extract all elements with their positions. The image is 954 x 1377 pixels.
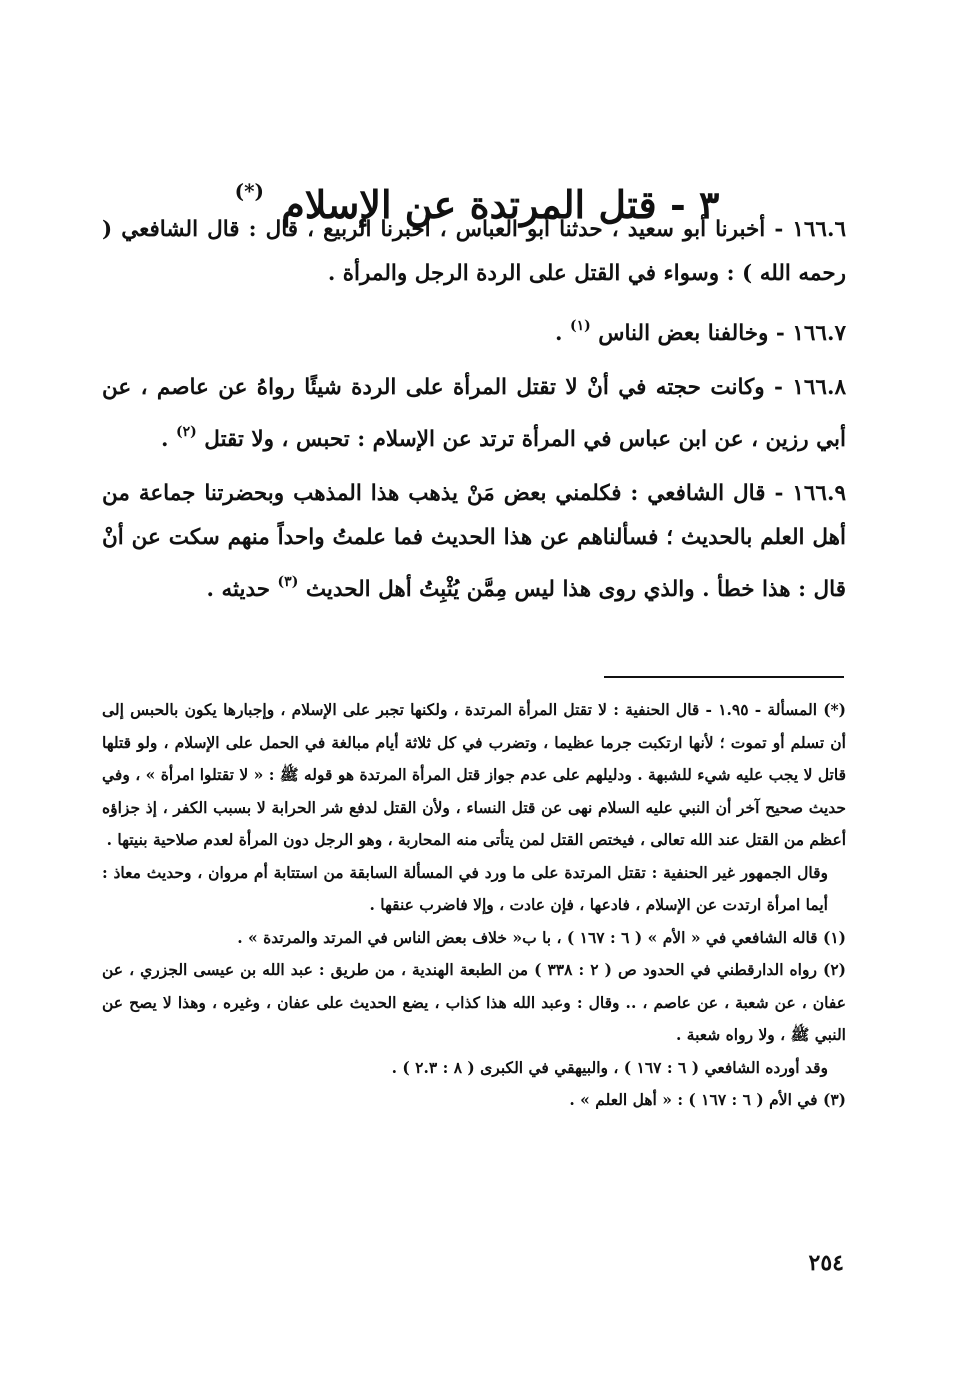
footnote-ref-2: (٢) <box>176 424 197 440</box>
paragraph-1669-text: ١٦٦.٩ - قال الشافعي : فكلمني بعض مَنْ يذهب هذا المذهب وبحضرتنا جماعة من أهل العلم بالحديث ؛ فسألناهم عن هذا الحديث فما علمتُ واحداً منهم سكت عن أنْ قال : هذا خطأ . والذي روى هذا ليس مِمَّن يُثْبِتُ أهل الحديث <box>102 481 846 602</box>
footnote-ref-3: (٣) <box>277 574 299 590</box>
paragraph-1669-end: حديثه . <box>206 577 271 602</box>
footnote-separator <box>604 676 844 678</box>
paragraph-1668-text: ١٦٦.٨ - وكانت حجته في أنْ لا تقتل المرأة على الردة شيئًا رواهُ عن عاصم ، عن أبي رزين ، عن ابن عباس في المرأة ترتد عن الإسلام : تحبس ، ولا تقتل <box>102 375 846 452</box>
paragraph-1667-text: ١٦٦.٧ - وخالفنا بعض الناس <box>598 321 846 346</box>
footnotes <box>102 694 846 1117</box>
paragraph-1668-end: . <box>161 427 169 452</box>
footnote-1: (١) قاله الشافعي في « الأم » ( ٦ : ١٦٧ ) ، با ب« خلاف بعض الناس في المرتد والمرتدة » . <box>237 927 846 947</box>
main-text <box>102 208 846 612</box>
title-footnote-marker: (*) <box>234 179 265 204</box>
paragraph-1669 <box>102 472 846 612</box>
paragraph-1667 <box>102 304 846 356</box>
paragraph-1666-text: ١٦٦.٦ - أخبرنا أبو سعيد ، حدثنا أبو العباس ، أخبرنا الربيع ، قال : قال الشافعي ( رحمه الله ) : وسواء في القتل على الردة الرجل والمرأة . <box>102 217 846 286</box>
footnote-3: (٣) في الأم ( ٦ : ١٦٧ ) : « أهل العلم » . <box>569 1090 846 1109</box>
footnote-star: (*) المسألة - ١.٩٥ - قال الحنفية : لا تقتل المرأة المرتدة ، ولكنها تجبر على الإسلام ، وإجبارها يكون بالحبس إلى أن تسلم أو تموت ؛ لأنها ارتكبت جرما عظيما ، وتضرب في كل ثلاثة أيام مبالغة في الحمل على الإسلام ، ولو قتلها قاتل لا يجب عليه شيء للشبهة . ودليلهم على عدم جواز قتل المرأة المرتدة هو قوله ﷺ : « لا تقتلوا امرأة » ، وفي حديث صحيح آخر أن النبي عليه السلام نهى عن قتل النساء ، ولأن القتل لدفع شر الحرابة لا بسبب الكفر ، إذ جزاؤه أعظم من القتل عند الله تعالى ، فيختص القتل لمن يتأتى منه المحاربة ، وهو الرجل دون المرأة لعدم صلاحية بنيتها . <box>102 700 846 849</box>
paragraph-1668 <box>102 366 846 462</box>
footnote-2: (٢) رواه الدارقطني في الحدود ص ( ٢ : ٣٣٨ ) من الطبعة الهندية ، من طريق : عبد الله بن عيسى الجزري ، عن عفان ، عن شعبة ، عن عاصم ، .. وقال : وعبد الله هذا كذاب ، يضع الحديث على عفان ، وغيره ، وهذا لا يصح عن النبي ﷺ ، ولا رواه شعبة . <box>102 960 846 1044</box>
page-number: ٢٥٤ <box>808 1250 844 1276</box>
chapter-title-text: ٣ - قتل المرتدة عن الإسلام <box>281 182 720 228</box>
footnote-star-continued: وقال الجمهور غير الحنفية : تقتل المرتدة على ما ورد في المسألة السابقة من استتابة أم مروان ، وحديث معاذ : أيما امرأة ارتدت عن الإسلام ، فادعها ، فإن عادت ، وإلا فاضرب عنقها . <box>102 862 828 914</box>
footnote-2-continued: وقد أورده الشافعي ( ٦ : ١٦٧ ) ، والبيهقي في الكبرى ( ٨ : ٢.٣ ) . <box>391 1057 828 1077</box>
footnote-ref-1: (١) <box>569 318 591 334</box>
paragraph-1667-end: . <box>554 321 563 346</box>
paragraph-1666 <box>102 208 846 296</box>
